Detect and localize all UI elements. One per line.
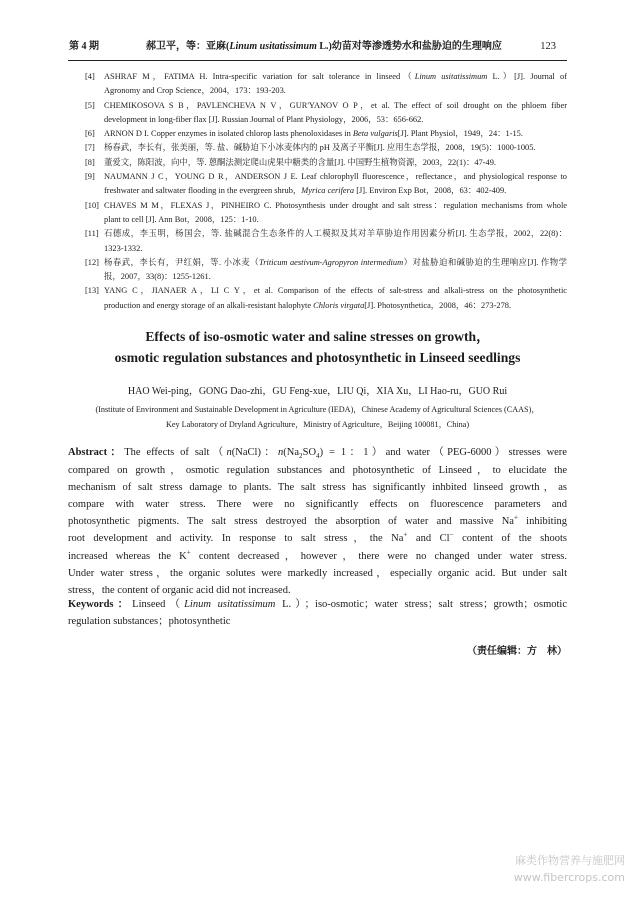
italic-run: Linum usitatissimum bbox=[414, 72, 488, 81]
reference-line bbox=[104, 113, 567, 127]
reference-number: [13] bbox=[85, 286, 99, 296]
text-run: compared on growth，osmotic regulation substances and photosynthetic of Linseed，to elucidate the bbox=[68, 464, 567, 476]
text-run: inhibiting bbox=[518, 516, 567, 528]
abstract-line bbox=[68, 565, 567, 582]
article-title bbox=[40, 326, 595, 368]
text-run: L.）；iso-osmotic；water stress；salt stress；growth；osmotic bbox=[275, 599, 567, 610]
reference-number: [12] bbox=[85, 257, 99, 267]
text-run: plant to cell [J]. Ann Bot，2008，125：1-10. bbox=[104, 214, 259, 224]
abstract-line bbox=[68, 444, 567, 461]
abstract-line bbox=[68, 462, 567, 479]
text-run: development in long-fiber flax [J]. Russian Journal of Plant Physiology，2006，53：656-662. bbox=[104, 114, 424, 124]
reference-number: [9] bbox=[85, 172, 95, 182]
reference-item bbox=[0, 256, 635, 285]
reference-line bbox=[104, 127, 567, 141]
reference-number: [11] bbox=[85, 229, 99, 239]
abstract-line bbox=[68, 513, 567, 530]
title-line: Effects of iso-osmotic water and saline stresses on growth， bbox=[145, 328, 490, 344]
keywords-line bbox=[68, 596, 567, 613]
text-run: CHEMIKOSOVA S B，PAVLENCHEVA N V，GUR'YANOV O P，et al. The effect of soil drought on the phloem fiber bbox=[104, 100, 567, 110]
abstract-line bbox=[68, 548, 567, 565]
text-run: 报，2007，33(8)：1255-1261. bbox=[104, 272, 211, 282]
text-run: compare with water stress. There were no significantly effects on fluorescence parameters and bbox=[68, 499, 567, 510]
text-run: 杨春武，李长有，张美丽，等. 盐、碱胁迫下小冰麦体内的 pH 及离子平衡[J]. 应用生态学报，2008，19(5)：1000-1005. bbox=[104, 143, 536, 153]
italic-run: n bbox=[226, 447, 232, 459]
keywords-line bbox=[68, 613, 567, 630]
reference-number: [7] bbox=[85, 143, 95, 153]
reference-number: [8] bbox=[85, 157, 95, 167]
reference-number: [10] bbox=[85, 200, 99, 210]
reference-line bbox=[104, 141, 567, 155]
text-run: (Na bbox=[283, 447, 300, 459]
text-run: increased whereas the K bbox=[68, 550, 187, 562]
reference-text bbox=[104, 156, 567, 170]
reference-item bbox=[0, 141, 635, 155]
affiliation-line: (Institute of Environment and Sustainable Development in Agriculture (IEDA)，Chinese Academy of Agricultural Sciences (CAAS)， bbox=[95, 404, 540, 414]
text-run: 石德成，李玉明，杨国会，等. 盐碱混合生态条件的人工模拟及其对羊草胁迫作用因素分析[J]. 生态学报，2002，22(8)： bbox=[104, 229, 567, 239]
reference-text bbox=[104, 256, 567, 285]
text-run: YANG C，JIANAER A，LI C Y，et al. Comparison of the effects of salt-stress and alkali-stress on the photosynthetic bbox=[104, 286, 567, 296]
keywords-label: Keywords： bbox=[68, 599, 133, 610]
text-run: freshwater and saltwater flooding in the evergreen shrub， bbox=[104, 186, 302, 196]
text-run: SO bbox=[302, 447, 317, 459]
text-run: L.）[J]. Journal of bbox=[487, 72, 567, 81]
title-line: osmotic regulation substances and photosynthetic in Linseed seedlings bbox=[114, 349, 521, 365]
watermark bbox=[514, 852, 625, 886]
reference-text bbox=[104, 141, 567, 155]
text-run: ASHRAF M，FATIMA H. Intra-specific variation for salt tolerance in linseed（ bbox=[104, 72, 415, 81]
reference-text bbox=[104, 170, 567, 199]
subscript-run: 2 bbox=[299, 452, 303, 461]
page-number: 123 bbox=[540, 41, 556, 52]
abstract-label: Abstract： bbox=[68, 447, 125, 459]
reference-line bbox=[104, 227, 567, 241]
text-run: Under water stress，the organic solutes were markedly increased，especially organic acid. But under salt bbox=[68, 567, 567, 579]
reference-line bbox=[104, 199, 567, 213]
affiliation bbox=[40, 402, 595, 432]
italic-run: Chloris virgata bbox=[313, 300, 365, 310]
abstract-line bbox=[68, 496, 567, 513]
reference-line bbox=[104, 242, 567, 256]
italic-run: Linum usitatissimum bbox=[184, 599, 276, 610]
text-run: [J]. Plant Physiol，1949，24：1-15. bbox=[397, 129, 523, 139]
issue-number: 第 4 期 bbox=[69, 41, 99, 52]
editor-note: （责任编辑：方 林） bbox=[467, 646, 567, 657]
reference-line bbox=[104, 84, 567, 98]
reference-line bbox=[104, 99, 567, 113]
italic-run: n bbox=[278, 447, 284, 459]
reference-line bbox=[104, 170, 567, 184]
text-run: 杨春武，李长有，尹红娟，等. 小冰麦（ bbox=[104, 257, 260, 267]
reference-item bbox=[0, 284, 635, 313]
reference-line bbox=[104, 256, 567, 270]
reference-line bbox=[104, 70, 567, 84]
affiliation-line: Key Laboratory of Dryland Agriculture，Ministry of Agriculture，Beijing 100081，China) bbox=[165, 419, 470, 429]
reference-item bbox=[0, 156, 635, 170]
text-run: content of the shoots bbox=[453, 533, 567, 545]
text-run: 董爱文，陈阳波，向中，等. 蒽酮法测定爬山虎果中糖类的含量[J]. 中国野生植物资源，2003，22(1)：47-49. bbox=[104, 157, 496, 167]
text-run: NAUMANN J C，YOUNG D R，ANDERSON J E. Leaf chlorophyll fluorescence，reflectance，and physiological response to bbox=[104, 172, 567, 182]
text-run: The effects of salt（ bbox=[124, 447, 227, 459]
reference-text bbox=[104, 127, 567, 141]
text-run: ) = 1：1）and water（PEG-6000）stresses were bbox=[319, 447, 567, 459]
reference-line bbox=[104, 270, 567, 284]
reference-item bbox=[0, 170, 635, 199]
reference-line bbox=[104, 299, 567, 313]
text-run: Linseed（ bbox=[132, 599, 185, 610]
abstract-line bbox=[68, 530, 567, 547]
reference-line bbox=[104, 213, 567, 227]
text-run: CHAVES M M，FLEXAS J，PINHEIRO C. Photosynthesis under drought and salt stress：regulation mechanisms from whole bbox=[104, 200, 567, 210]
text-run: [J]. Environ Exp Bot，2008，63：402-409. bbox=[354, 186, 507, 196]
text-run: content decreased，however，there were no changed under water stress. bbox=[190, 550, 567, 562]
italic-run: Triticum aestivum-Agropyron intermedium bbox=[259, 257, 404, 267]
reference-item bbox=[0, 227, 635, 256]
reference-text bbox=[104, 284, 567, 313]
reference-number: [6] bbox=[85, 129, 95, 139]
abstract-line bbox=[68, 479, 567, 496]
text-run: mechanism of salt stress damage to plants. The salt stress has significantly inhbited linseed growth，as bbox=[68, 481, 567, 493]
reference-text bbox=[104, 99, 567, 128]
header-rule bbox=[68, 60, 567, 61]
text-run: root development and activity. In response to salt stress，the Na bbox=[68, 533, 404, 545]
text-run: (NaCl)： bbox=[231, 447, 279, 459]
superscript-run: + bbox=[513, 513, 519, 522]
italic-run: Myrica cerifera bbox=[301, 186, 355, 196]
text-run: ）对盐胁迫和碱胁迫的生理响应[J]. 作物学 bbox=[403, 257, 567, 267]
reference-list bbox=[0, 70, 635, 313]
superscript-run: + bbox=[186, 548, 191, 557]
watermark-name: 麻类作物营养与施肥网 bbox=[515, 854, 625, 867]
text-run: and Cl bbox=[407, 533, 450, 545]
text-run: 郝卫平，等：亚麻( bbox=[146, 41, 230, 52]
text-run: production and energy storage of an alkali-resistant halophyte bbox=[104, 300, 314, 310]
italic-run: Beta vulgaris bbox=[352, 129, 398, 139]
subscript-run: 4 bbox=[316, 452, 320, 461]
text-run: ARNON D I. Copper enzymes in isolated chlorop lasts phenoloxidases in bbox=[104, 129, 353, 139]
superscript-run: + bbox=[403, 530, 408, 539]
reference-line bbox=[104, 284, 567, 298]
text-run: 1323-1332. bbox=[104, 243, 143, 253]
author-list: HAO Wei-ping，GONG Dao-zhi，GU Feng-xue，LIU Qi，XIA Xu，LI Hao-ru，GUO Rui bbox=[127, 386, 508, 397]
superscript-run: − bbox=[449, 530, 454, 539]
running-title bbox=[146, 39, 502, 55]
text-run: [J]. Photosynthetica，2008，46：273-278. bbox=[364, 300, 512, 310]
text-run: L.)幼苗对等渗透势水和盐胁迫的生理响应 bbox=[316, 41, 502, 52]
watermark-url: www.fibercrops.com bbox=[513, 871, 625, 884]
text-run: photosynthetic pigments. The salt stress destroyed the absorption of water and massive Na bbox=[68, 516, 514, 528]
reference-number: [5] bbox=[85, 100, 95, 110]
italic-run: Linum usitatissimum bbox=[229, 41, 317, 52]
reference-text bbox=[104, 199, 567, 228]
abstract bbox=[68, 444, 567, 599]
text-run: regulation substances；photosynthetic bbox=[68, 616, 231, 628]
reference-item bbox=[0, 99, 635, 128]
text-run: Agronomy and Crop Science，2004，173：193-203. bbox=[104, 86, 286, 96]
reference-line bbox=[104, 156, 567, 170]
text-run: stress，the content of organic acid did not increased. bbox=[68, 585, 291, 597]
reference-item bbox=[0, 70, 635, 99]
reference-item bbox=[0, 127, 635, 141]
keywords bbox=[68, 596, 567, 630]
reference-number: [4] bbox=[85, 72, 95, 81]
reference-item bbox=[0, 199, 635, 228]
reference-line bbox=[104, 184, 567, 198]
reference-text bbox=[104, 70, 567, 99]
running-header bbox=[0, 39, 635, 55]
reference-text bbox=[104, 227, 567, 256]
